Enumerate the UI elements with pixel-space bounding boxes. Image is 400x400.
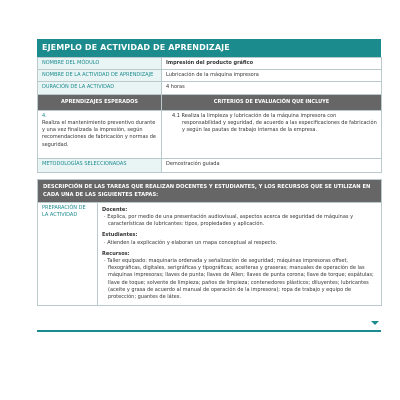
resources-heading: Recursos:	[102, 250, 130, 257]
criteria-header: CRITERIOS DE EVALUACIÓN QUE INCLUYE	[162, 94, 382, 110]
footer-divider	[37, 330, 381, 332]
tasks-header: DESCRIPCIÓN DE LAS TAREAS QUE REALIZAN DOCENTES Y ESTUDIANTES, Y LOS RECURSOS QUE SE UTILIZAN EN CADA UNA DE LAS SIGUIENTES ETAPAS:	[38, 179, 382, 202]
info-label: NOMBRE DE LA ACTIVIDAD DE APRENDIZAJE	[38, 70, 162, 82]
tasks-header-row	[38, 179, 382, 202]
teacher-item: · Explica, por medio de una presentación audiovisual, aspectos acerca de seguridad de máquinas y características de lubricantes: tipos, propiedades y aplicación.	[104, 214, 354, 228]
methodology-label: METODOLOGÍAS SELECCIONADAS	[38, 158, 162, 172]
info-value: Impresión del producto gráfico	[162, 58, 382, 70]
chevron-down-icon	[371, 321, 379, 325]
prep-content	[98, 202, 382, 305]
resources-item-text: Taller equipado: maquinaria ordenada y señalización de seguridad; máquinas impresoras offset, flexográficas, digitales, serigráficas y tipográficas; aceiteras y graseras; manuales de operación de las máquinas impresoras; llaves de punta; llaves de Allen; llaves de punta corona; llave de torque; espátulas; llave de toque; solvente de limpieza; paños de limpieza; contenedores plásticos; diluyentes; lubricantes (aceite y grasa de acuerdo al manual de operación de la impresora); ropa de trabajo y equipo de protección; guantes de látex.	[107, 258, 374, 301]
students-heading: Estudiantes:	[102, 232, 138, 239]
headers-row	[38, 94, 382, 110]
info-row-module	[38, 58, 382, 70]
learning-row	[38, 110, 382, 158]
criteria-number: 4.1	[172, 112, 180, 119]
criteria-item	[166, 113, 377, 135]
document-title: EJEMPLO DE ACTIVIDAD DE APRENDIZAJE	[37, 39, 381, 57]
methodology-value: Demostración guiada	[162, 158, 382, 172]
info-value: 4 horas	[162, 82, 382, 94]
learning-number: 4.	[42, 112, 47, 119]
prep-row	[38, 202, 382, 305]
info-row-duration	[38, 82, 382, 94]
activity-document	[37, 39, 381, 306]
info-label: NOMBRE DEL MÓDULO	[38, 58, 162, 70]
teacher-heading: Docente:	[102, 206, 128, 213]
learning-cell	[38, 110, 162, 158]
tasks-table	[37, 179, 382, 306]
learning-header: APRENDIZAJES ESPERADOS	[38, 94, 162, 110]
criteria-cell	[162, 110, 382, 158]
info-table	[37, 57, 382, 173]
students-item: · Atienden la explicación y elaboran un mapa conceptual al respecto.	[104, 239, 278, 246]
prep-label: PREPARACIÓN DE LA ACTIVIDAD	[38, 202, 98, 305]
learning-text: Realiza el mantenimiento preventivo durante y una vez finalizada la impresión, según recomendaciones de fabricación y normas de seguridad.	[42, 120, 156, 148]
teacher-item-text: Explica, por medio de una presentación audiovisual, aspectos acerca de seguridad de máquinas y características de lubricantes: tipos, propiedades y aplicación.	[107, 214, 354, 228]
resources-item: · Taller equipado: maquinaria ordenada y señalización de seguridad; máquinas impresoras offset, flexográficas, digitales, serigráficas y tipográficas; aceiteras y graseras; manuales de operación de las máquinas impresoras; llaves de punta; llaves de Allen; llaves de punta corona; llave de torque; espátulas; llave de toque; solvente de limpieza; paños de limpieza; contenedores plásticos; diluyentes; lubricantes (aceite y grasa de acuerdo al manual de operación de la impresora); ropa de trabajo y equipo de protección; guantes de látex.	[104, 258, 374, 301]
students-item-text: Atienden la explicación y elaboran un mapa conceptual al respecto.	[107, 239, 278, 246]
info-row-activity	[38, 70, 382, 82]
info-value: Lubricación de la máquina impresora	[162, 70, 382, 82]
methodology-row	[38, 158, 382, 172]
info-label: DURACIÓN DE LA ACTIVIDAD	[38, 82, 162, 94]
criteria-text: Realiza la limpieza y lubricación de la máquina impresora con responsabilidad y seguridad, de acuerdo a las especificaciones de fabricación y según las pautas de trabajo internas de la empresa.	[181, 112, 377, 134]
